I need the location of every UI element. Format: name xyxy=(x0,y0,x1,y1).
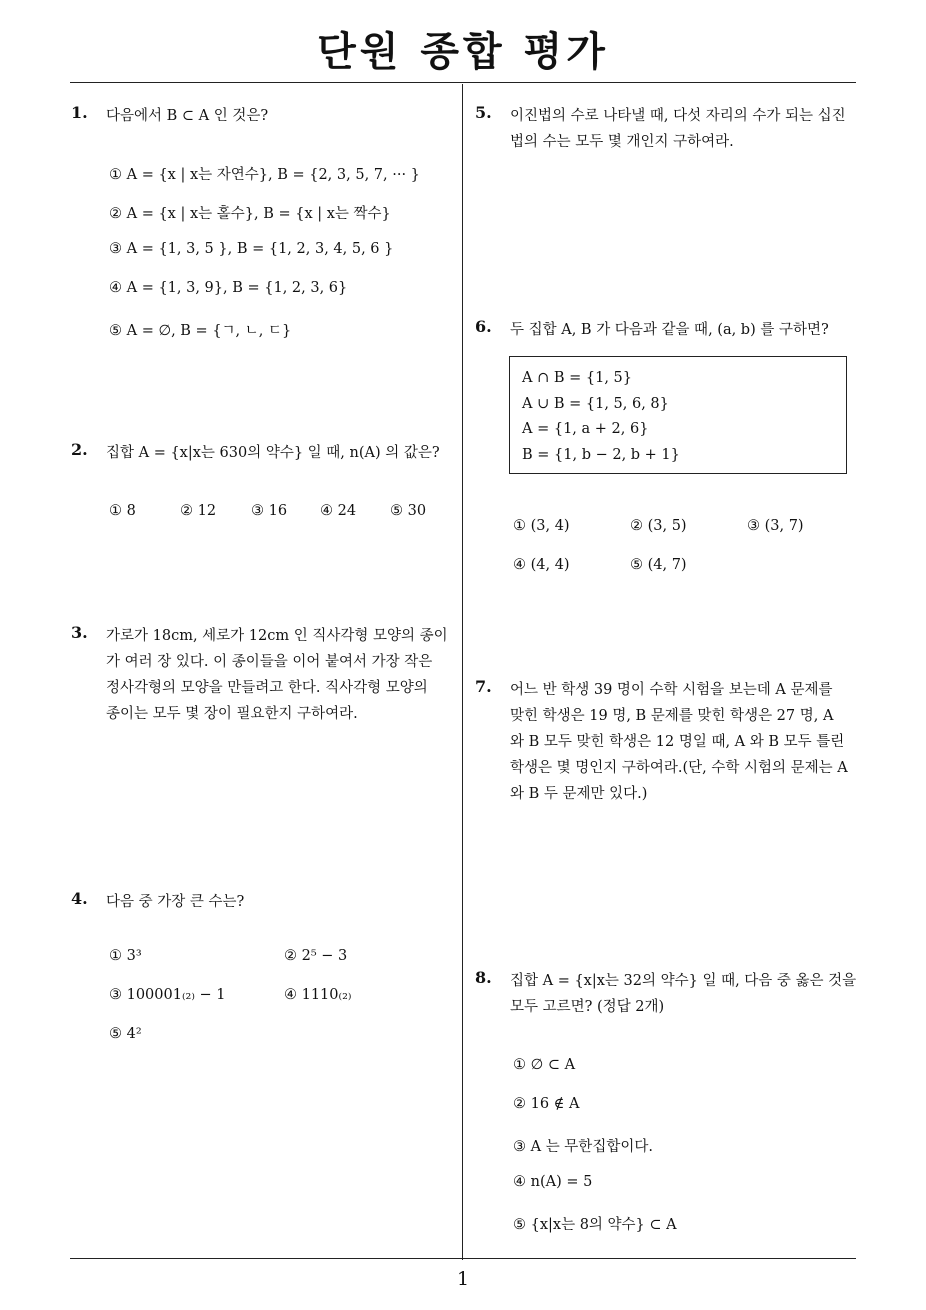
question-text xyxy=(510,677,860,807)
text-line: 정사각형의 모양을 만들려고 한다. 직사각형 모양의 xyxy=(106,680,428,696)
q8-option-2: ② 16 ∉ A xyxy=(513,1096,580,1112)
question-text xyxy=(510,968,860,1020)
text-line: 종이는 모두 몇 장이 필요한지 구하여라. xyxy=(106,706,358,722)
top-divider xyxy=(70,82,856,83)
q8-option-4: ④ n(A) = 5 xyxy=(513,1174,593,1190)
question-text: 두 집합 A, B 가 다음과 같을 때, (a, b) 를 구하면? xyxy=(510,322,829,338)
question-number: 6. xyxy=(475,317,492,336)
text-line: 와 B 두 문제만 있다.) xyxy=(510,786,648,802)
q1-option-2: ② A = {x | x는 홀수}, B = {x | x는 짝수} xyxy=(109,206,391,222)
question-text: 다음 중 가장 큰 수는? xyxy=(106,894,245,910)
text-line: 모두 고르면? (정답 2개) xyxy=(510,999,665,1015)
q4-option-2: ② 2⁵ − 3 xyxy=(284,948,348,964)
q6-option-4: ④ (4, 4) xyxy=(513,557,570,573)
text-line: 와 B 모두 맞힌 학생은 12 명일 때, A 와 B 모두 틀린 xyxy=(510,734,845,750)
text-line: 학생은 몇 명인지 구하여라.(단, 수학 시험의 문제는 A xyxy=(510,760,848,776)
text-line: 맞힌 학생은 19 명, B 문제를 맞힌 학생은 27 명, A xyxy=(510,708,834,724)
q6-option-1: ① (3, 4) xyxy=(513,518,570,534)
q2-option-3: ③ 16 xyxy=(251,503,288,519)
q6-option-2: ② (3, 5) xyxy=(630,518,687,534)
question-text: 집합 A = {x|x는 630의 약수} 일 때, n(A) 의 값은? xyxy=(106,445,440,461)
text-line: 가로가 18cm, 세로가 12cm 인 직사각형 모양의 종이 xyxy=(106,628,448,644)
q1-option-3: ③ A = {1, 3, 5 }, B = {1, 2, 3, 4, 5, 6 } xyxy=(109,241,394,257)
page-number: 1 xyxy=(456,1268,470,1290)
question-text xyxy=(510,103,860,155)
question-text: 다음에서 B ⊂ A 인 것은? xyxy=(106,108,269,124)
condition-line: A ∩ B = {1, 5} xyxy=(522,370,632,386)
condition-line: B = {1, b − 2, b + 1} xyxy=(522,446,680,463)
text-line: 어느 반 학생 39 명이 수학 시험을 보는데 A 문제를 xyxy=(510,682,833,698)
question-number: 7. xyxy=(475,677,492,696)
q8-option-3: ③ A 는 무한집합이다. xyxy=(513,1139,653,1155)
q2-option-5: ⑤ 30 xyxy=(390,503,427,519)
question-number: 4. xyxy=(71,889,88,908)
conditions-box xyxy=(509,356,847,474)
condition-line: A = {1, a + 2, 6} xyxy=(522,421,649,437)
condition-line: A ∪ B = {1, 5, 6, 8} xyxy=(522,395,669,412)
q6-option-5: ⑤ (4, 7) xyxy=(630,557,687,573)
text-line: 법의 수는 모두 몇 개인지 구하여라. xyxy=(510,134,734,150)
question-number: 1. xyxy=(71,103,88,122)
text-line: 이진법의 수로 나타낼 때, 다섯 자리의 수가 되는 십진 xyxy=(510,108,846,124)
q8-option-5: ⑤ {x|x는 8의 약수} ⊂ A xyxy=(513,1217,677,1233)
q2-option-1: ① 8 xyxy=(109,503,136,519)
q8-option-1: ① ∅ ⊂ A xyxy=(513,1057,576,1073)
q4-option-5: ⑤ 4² xyxy=(109,1026,142,1042)
question-number: 2. xyxy=(71,440,88,459)
q4-option-4: ④ 1110₍₂₎ xyxy=(284,987,352,1003)
q6-option-3: ③ (3, 7) xyxy=(747,518,804,534)
q1-option-5: ⑤ A = ∅, B = {ㄱ, ㄴ, ㄷ} xyxy=(109,323,292,339)
question-number: 8. xyxy=(475,968,492,987)
q4-option-1: ① 3³ xyxy=(109,948,142,964)
question-text xyxy=(106,623,466,727)
page-title: 단원 종합 평가 xyxy=(317,29,609,75)
question-number: 3. xyxy=(71,623,88,642)
q4-option-3: ③ 100001₍₂₎ − 1 xyxy=(109,987,226,1003)
bottom-divider xyxy=(70,1258,856,1259)
question-number: 5. xyxy=(475,103,492,122)
text-line: 집합 A = {x|x는 32의 약수} 일 때, 다음 중 옳은 것을 xyxy=(510,973,857,989)
text-line: 가 여러 장 있다. 이 종이들을 이어 붙여서 가장 작은 xyxy=(106,654,433,670)
q1-option-1: ① A = {x | x는 자연수}, B = {2, 3, 5, 7, ··· } xyxy=(109,167,420,183)
q2-option-4: ④ 24 xyxy=(320,503,357,519)
q2-option-2: ② 12 xyxy=(180,503,217,519)
q1-option-4: ④ A = {1, 3, 9}, B = {1, 2, 3, 6} xyxy=(109,280,348,296)
